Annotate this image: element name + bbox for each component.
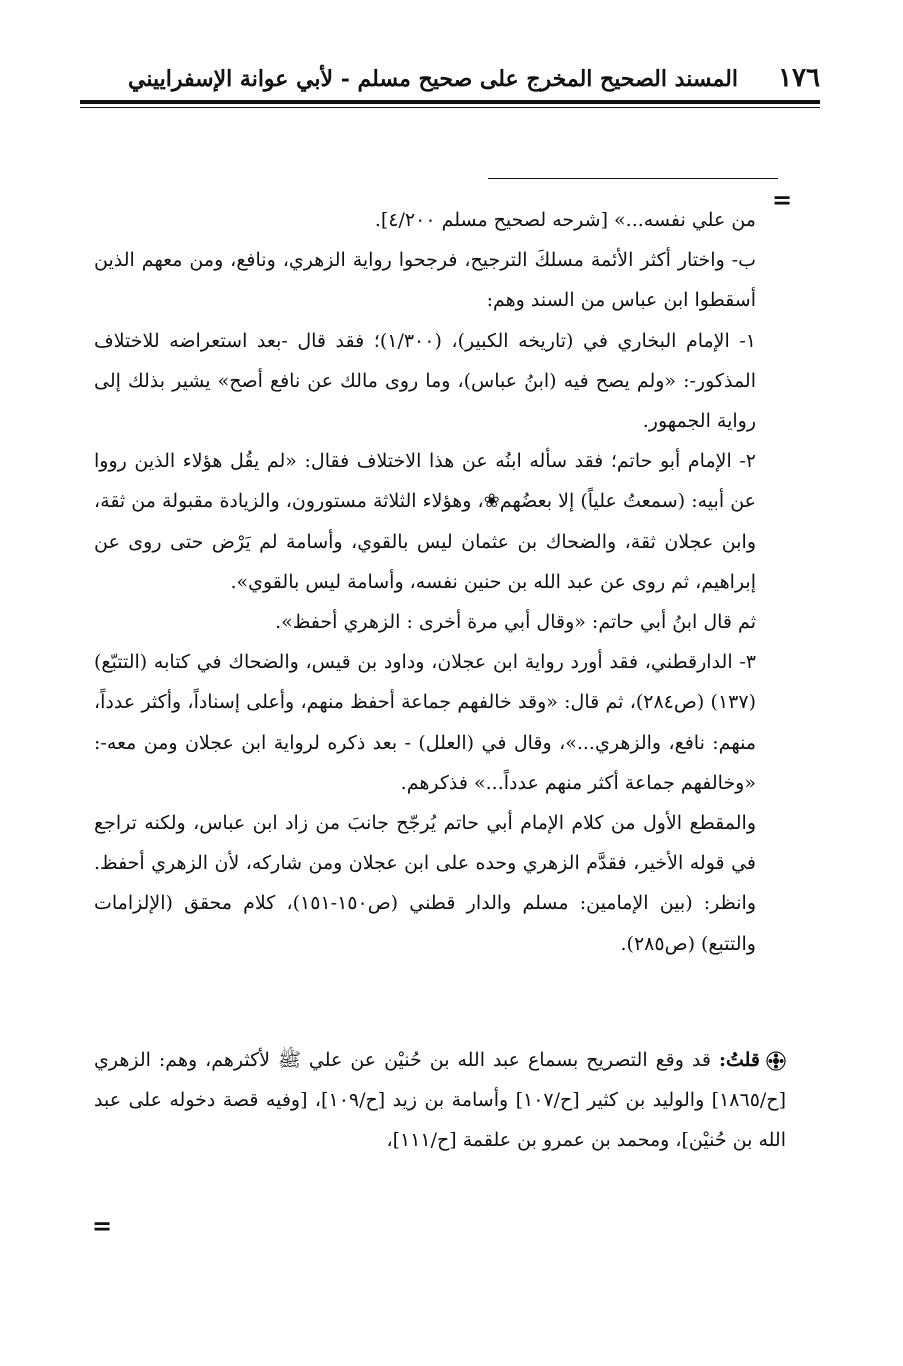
- note-text: قد وقع التصريح بسماع عبد الله بن حُنيْن عن علي ﷺ لأكثرهم، وهم: الزهري [ح/١٨٦٥] والوليد بن كثير [ح/١٠٧] وأسامة بن زيد [ح/١٠٩]، [وفيه قصة دخوله على عبد الله بن حُنيْن]، ومحمد بن عمرو بن علقمة [ح/١١١]،: [94, 1049, 786, 1151]
- paragraph: والمقطع الأول من كلام الإمام أبي حاتم يُرجّح جانبَ من زاد ابن عباس، ولكنه تراجع في قوله الأخير، فقدَّم الزهري وحده على ابن عجلان ومن شاركه، لأن الزهري أحفظ. وانظر: (بين الإمامين: مسلم والدار قطني (ص١٥٠-١٥١)، كلام محقق (الإلزامات والتتبع) (ص٢٨٥).: [94, 812, 756, 955]
- note-label: قلتُ:: [718, 1049, 760, 1071]
- paragraph: ب- واختار أكثر الأئمة مسلكَ الترجيح، فرجحوا رواية الزهري، ونافع، ومن معهم الذين أسقطوا ابن عباس من السند وهم:: [94, 249, 756, 312]
- paragraph: ٢- الإمام أبو حاتم؛ فقد سأله ابنُه عن هذا الاختلاف فقال: «لم يقُل هؤلاء الذين رووا عن أبيه: (سمعتُ علياً) إلا بعضُهم❀، وهؤلاء الثلاثة مستورون، والزيادة مقبولة من ثقة، وابن عجلان ثقة، والضحاك بن عثمان ليس بالقوي، وأسامة لم يَرْض حتى روى عن إبراهيم، ثم روى عن عبد الله بن حنين نفسه، وأسامة ليس بالقوي».: [94, 450, 756, 593]
- running-title: المسند الصحيح المخرج على صحيح مسلم - لأبي عوانة الإسفراييني: [128, 66, 738, 92]
- paragraph: من علي نفسه...» [شرحه لصحيح مسلم ٤/٢٠٠].: [374, 209, 756, 231]
- continuation-mark-bottom: =: [92, 1211, 113, 1240]
- paragraph: ١- الإمام البخاري في (تاريخه الكبير)، (١/٣٠٠)؛ فقد قال -بعد استعراضه للاختلاف المذكور-: «ولم يصح فيه (ابنُ عباس)، وما روى مالك عن نافع أصح» يشير بذلك إلى رواية الجمهور.: [94, 329, 756, 433]
- header-rule-thin: [80, 107, 820, 108]
- page-number: ١٧٦: [778, 63, 820, 93]
- paragraph: ٣- الدارقطني، فقد أورد رواية ابن عجلان، وداود بن قيس، والضحاك في كتابه (التتبّع) (١٣٧) (ص٢٨٤)، ثم قال: «وقد خالفهم جماعة أحفظ منهم، وأعلى إسناداً، وأكثر عدداً، منهم: نافع، والزهري...»، وقال في (العلل) - بعد ذكره لرواية ابن عجلان ومن معه-: «وخالفهم جماعة أكثر منهم عدداً...» فذكرهم.: [94, 651, 756, 794]
- footnote-body: [94, 200, 756, 964]
- paragraph: ثم قال ابنُ أبي حاتم: «وقال أبي مرة أخرى : الزهري أحفظ».: [275, 611, 756, 634]
- author-note: [94, 1040, 786, 1160]
- continuation-mark-top: =: [772, 185, 793, 214]
- flower-icon: [766, 1051, 786, 1071]
- page-header: [80, 60, 820, 100]
- footnote-separator: [488, 178, 778, 179]
- header-rule-thick: [80, 100, 820, 104]
